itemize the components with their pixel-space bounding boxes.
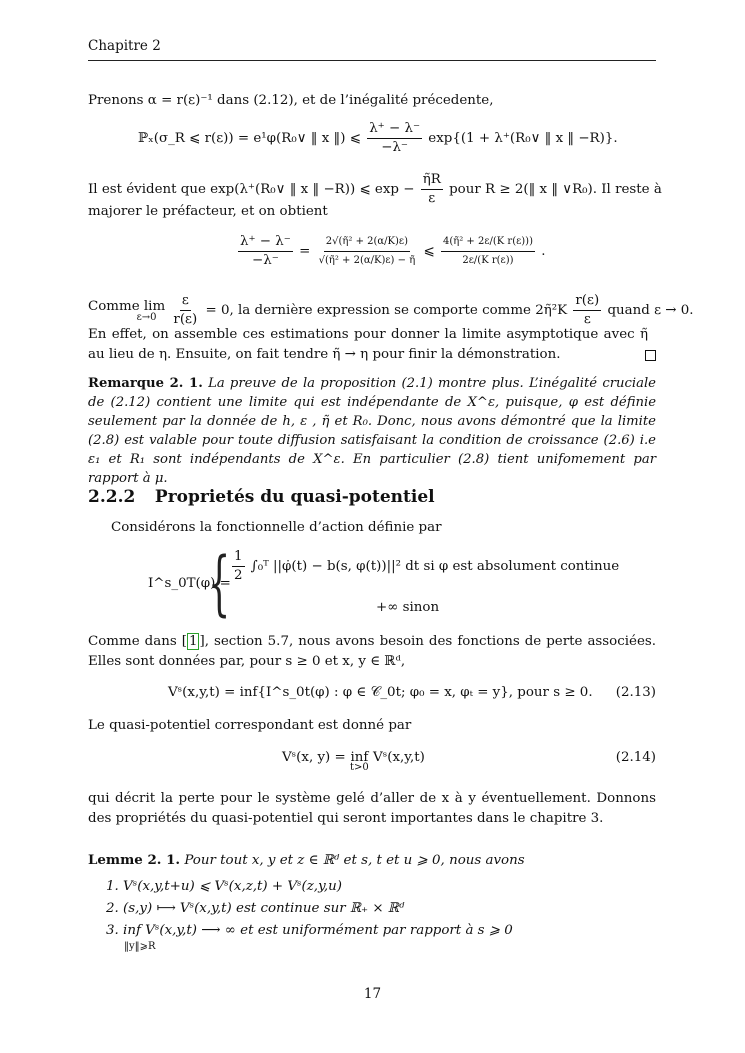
- eq-c-case-2: +∞ sinon: [376, 600, 440, 615]
- eq-214-rhs: Vˢ(x,y,t): [373, 750, 425, 765]
- running-header: Chapitre 2: [88, 38, 161, 54]
- eq-b-frac3: [441, 234, 535, 269]
- citation-link[interactable]: 1: [188, 634, 198, 649]
- lemma-item-text: inf Vˢ(x,y,t) ⟶ ∞ et est uniformément par rapport à s ⩾ 0: [123, 923, 513, 938]
- section-title: Proprietés du quasi-potentiel: [154, 487, 435, 507]
- equation-prefactor: [236, 234, 546, 269]
- lemma-item-3: [106, 920, 666, 942]
- eq-b-le: ⩽: [423, 244, 435, 259]
- eq-b-f1-den: −λ⁻: [252, 253, 279, 268]
- remark-label: Remarque 2. 1.: [88, 376, 203, 391]
- eq-a-frac-den: −λ⁻: [381, 140, 408, 155]
- eq-c-half-den: 2: [234, 568, 243, 583]
- p5-text-a: Comme dans: [88, 634, 177, 649]
- qed-square-icon: [645, 350, 656, 361]
- paragraph-en-effet: En effet, on assemble ces estimations pour donner la limite asymptotique avec η̃ au lieu de η. Ensuite, on fait tendre η̃ → η pour finir la démonstration.: [88, 327, 648, 362]
- paragraph-prenons: Prenons α = r(ε)⁻¹ dans (2.12), et de l’inégalité précedente,: [88, 93, 494, 108]
- page-number: 17: [363, 986, 382, 1002]
- eq-b-equals: =: [299, 244, 311, 259]
- lemma-item-text: (s,y) ⟼ Vˢ(x,y,t) est continue sur ℝ₊ × ℝᵈ: [123, 901, 405, 916]
- p3-fraction-2: [573, 293, 601, 328]
- lemma-item-number: 1.: [106, 879, 119, 894]
- eq-b-f1-num: λ⁺ − λ⁻: [238, 234, 293, 252]
- eq-b-end: .: [541, 244, 546, 259]
- eq-b-frac1: [238, 234, 293, 269]
- lemma-item-number: 2.: [106, 901, 119, 916]
- lemma-text: Pour tout x, y et z ∈ ℝᵈ et s, t et u ⩾ 0, nous avons: [184, 853, 525, 868]
- left-brace-icon: {: [208, 542, 231, 624]
- p3-lim-sub: ε→0: [136, 311, 157, 323]
- lemma-item-1: [106, 876, 666, 898]
- p3-frac-den: r(ε): [173, 312, 198, 327]
- paragraph-considerons: Considérons la fonctionnelle d’action définie par: [111, 520, 442, 535]
- equation-2-13: Vˢ(x,y,t) = inf{I^s_0t(φ) : φ ∈ 𝒞_0t; φ₀ = x, φₜ = y}, pour s ≥ 0.: [168, 685, 593, 700]
- eq-b-f3-den: 2ε/(K r(ε)): [462, 255, 514, 266]
- eq-214-inf-text: inf: [350, 750, 369, 765]
- p2-frac-num: η̃R: [421, 172, 443, 190]
- section-number: 2.2.2: [88, 487, 136, 507]
- p5-text-b: , section 5.7, nous avons besoin des fonctions de perte associées. Elles sont données par, pour s ≥ 0 et x, y ∈ ℝᵈ,: [88, 634, 656, 669]
- eq-c-half: [232, 549, 245, 584]
- p3-frac-num: ε: [180, 293, 191, 311]
- p3-fraction: [171, 293, 199, 328]
- eq-c-case-1: [230, 549, 619, 584]
- eq-b-f2-num: 2√(η̃² + 2(α/K)ε): [324, 234, 410, 252]
- equation-number-2-13: (2.13): [615, 685, 656, 700]
- p3-limit: [88, 299, 165, 323]
- equation-2-14: [282, 750, 425, 773]
- eq-a-rhs: exp{(1 + λ⁺(R₀∨ ‖ x ‖ −R)}.: [428, 131, 618, 146]
- lemma-item-text: Vˢ(x,y,t+u) ⩽ Vˢ(x,z,t) + Vˢ(z,y,u): [123, 879, 342, 894]
- header-rule: [88, 60, 656, 61]
- lemma-item-3-subscript: ‖y‖⩾R: [124, 941, 156, 952]
- p2-frac-den: ε: [428, 191, 436, 206]
- section-heading: [88, 487, 435, 507]
- paragraph-quasi-potentiel: Le quasi-potentiel correspondant est donné par: [88, 718, 412, 733]
- eq-b-f3-num: 4(η̃² + 2ε/(K r(ε))): [441, 234, 535, 252]
- lemma-block: [88, 852, 668, 868]
- p2-text-b: pour R ≥ 2(‖ x ‖ ∨R₀). Il reste à: [449, 182, 662, 197]
- eq-a-frac-num: λ⁺ − λ⁻: [367, 121, 422, 139]
- paragraph-comme-lim: [88, 293, 694, 328]
- paragraph-majorer: majorer le préfacteur, et on obtient: [88, 204, 328, 219]
- lemma-item-2: [106, 898, 666, 920]
- p3-lim-text: Comme lim: [88, 298, 166, 314]
- eq-a-lhs: ℙₓ(σ_R ⩽ r(ε)) = e¹φ(R₀∨ ‖ x ‖) ⩽: [138, 131, 361, 146]
- eq-c-case1-text: ∫₀ᵀ ||φ̇(t) − b(s, φ(t))||² dt si φ est absolument continue: [250, 559, 620, 574]
- remark-block: [88, 374, 656, 488]
- eq-b-frac2: [317, 234, 418, 269]
- p3-text-b: = 0, la dernière expression se comporte comme 2η̃²K: [205, 303, 568, 318]
- p3-text-c: quand ε → 0.: [607, 303, 694, 318]
- eq-214-lhs: Vˢ(x, y) =: [282, 750, 346, 765]
- paragraph-qui-decrit: qui décrit la perte pour le système gelé d’aller de x à y éventuellement. Donnons des propriétés du quasi-potentiel qui seront importantes dans le chapitre 3.: [88, 791, 656, 826]
- remark-text: La preuve de la proposition (2.1) montre plus. L’inégalité cruciale de (2.12) contient une limite qui est indépendante de X^ε, puisque, φ est définie seulement par la donnée de h, ε , η̃ et R₀. Donc, nous avons démontré que la limite (2.8) est valable pour toute diffusion satisfaisant la condition de croissance (2.6) i.e ε₁ et R₁ sont indépendants de X^ε. En particulier (2.8) tient unifomement par rapport à μ.: [88, 376, 656, 486]
- p3-frac2-den: ε: [583, 312, 591, 327]
- lemma-label: Lemme 2. 1.: [88, 852, 181, 868]
- eq-214-inf-sub: t>0: [350, 762, 369, 773]
- lemma-items: [106, 876, 666, 952]
- p2-text-a: Il est évident que exp(λ⁺(R₀∨ ‖ x ‖ −R)) ⩽ exp −: [88, 182, 415, 197]
- eq-c-half-num: 1: [232, 549, 245, 567]
- eq-214-inf: [350, 750, 369, 773]
- eq-a-fraction: [367, 121, 422, 156]
- lemma-item-number: 3.: [106, 923, 119, 938]
- eq-c-lhs: I^s_0T(φ) =: [148, 576, 231, 591]
- eq-b-f2-den: √(η̃² + 2(α/K)ε) − η̃: [318, 255, 416, 266]
- equation-probability-bound: [138, 121, 618, 156]
- equation-number-2-14: (2.14): [615, 750, 656, 765]
- p3-frac2-num: r(ε): [573, 293, 601, 311]
- paragraph-comme-dans: Comme dans [ 1 ], section 5.7, nous avons besoin des fonctions de perte associées. Elles sont données par, pour s ≥ 0 et x, y ∈ ℝᵈ,: [88, 634, 656, 669]
